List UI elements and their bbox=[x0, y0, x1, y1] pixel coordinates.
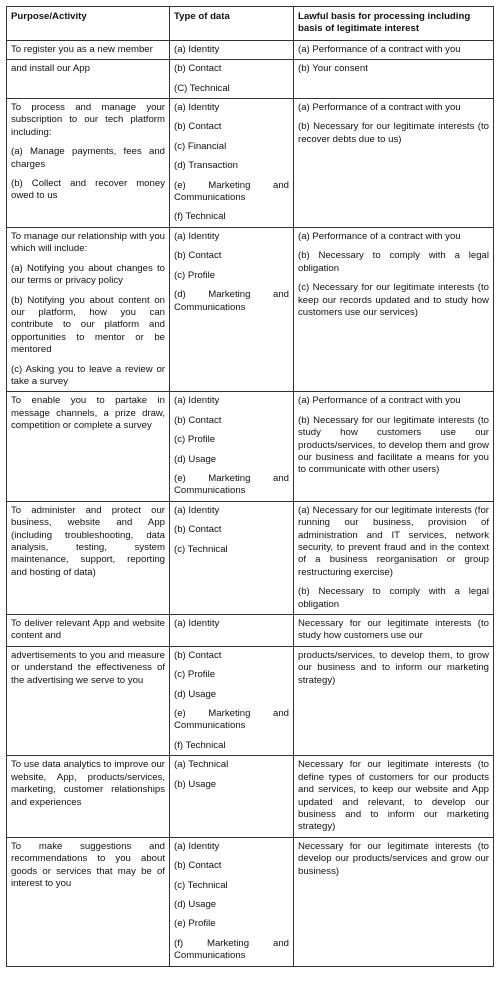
lawful-basis-text: (a) Necessary for our legitimate interests (for running our business, provision of administration and IT services, network security, to prevent fraud and in the context of a business reorganisation or group restructuring exercise) bbox=[298, 504, 489, 578]
purpose-cell bbox=[7, 99, 170, 228]
data-type-item: (c) Technical bbox=[174, 879, 228, 891]
lawful-basis-cell bbox=[294, 40, 494, 59]
data-type-cell bbox=[170, 227, 294, 391]
purpose-text: To enable you to partake in message channels, a prize draw, competition or complete a survey bbox=[11, 395, 165, 432]
data-type-item: (b) Contact bbox=[174, 414, 222, 426]
purpose-cell bbox=[7, 646, 170, 755]
data-type-item: (a) Identity bbox=[174, 102, 220, 114]
purpose-cell bbox=[7, 837, 170, 966]
header-lawful-basis: Lawful basis for processing including basis of legitimate interest bbox=[294, 7, 494, 41]
lawful-basis-cell bbox=[294, 227, 494, 391]
data-type-cell bbox=[170, 615, 294, 647]
data-type-cell bbox=[170, 60, 294, 99]
header-data-type: Type of data bbox=[170, 7, 294, 41]
data-type-item: (b) Usage bbox=[174, 778, 217, 790]
data-type-item: (d) Usage bbox=[174, 898, 217, 910]
data-type-item: (e) Marketing and Communications bbox=[174, 179, 289, 204]
data-type-item: (a) Identity bbox=[174, 618, 220, 630]
lawful-basis-text: (b) Necessary for our legitimate interests (to recover debts due to us) bbox=[298, 121, 489, 145]
lawful-basis-text: products/services, to develop them, to grow our business and to inform our marketing strategy) bbox=[298, 649, 489, 686]
lawful-basis-cell bbox=[294, 99, 494, 228]
table-row bbox=[7, 756, 494, 837]
data-type-cell bbox=[170, 756, 294, 837]
lawful-basis-cell bbox=[294, 646, 494, 755]
data-type-item: (b) Contact bbox=[174, 121, 222, 133]
purpose-text: (b) Collect and recover money owed to us bbox=[11, 178, 165, 202]
lawful-basis-cell bbox=[294, 501, 494, 614]
lawful-basis-cell bbox=[294, 392, 494, 501]
data-type-cell bbox=[170, 646, 294, 755]
data-type-item: (f) Technical bbox=[174, 739, 226, 751]
lawful-basis-text: (a) Performance of a contract with you bbox=[298, 230, 461, 242]
data-type-item: (b) Contact bbox=[174, 250, 222, 262]
data-type-item: (f) Technical bbox=[174, 211, 226, 223]
data-type-item: (a) Identity bbox=[174, 840, 220, 852]
data-type-item: (a) Technical bbox=[174, 759, 229, 771]
header-row bbox=[7, 7, 494, 41]
data-type-item: (a) Identity bbox=[174, 230, 220, 242]
purpose-text: To administer and protect our business, website and App (including troubleshooting, data analysis, testing, system maintenance, support, reporting and hosting of data) bbox=[11, 504, 165, 578]
data-type-item: (e) Marketing and Communications bbox=[174, 708, 289, 732]
lawful-basis-text: (a) Performance of a contract with you bbox=[298, 43, 461, 55]
data-type-item: (a) Identity bbox=[174, 43, 220, 55]
data-type-item: (b) Contact bbox=[174, 524, 222, 536]
purpose-cell bbox=[7, 615, 170, 647]
table-row bbox=[7, 615, 494, 647]
lawful-basis-text: Necessary for our legitimate interests (to develop our products/services and grow our business) bbox=[298, 840, 489, 877]
purpose-text: To deliver relevant App and website content and bbox=[11, 618, 165, 642]
purpose-text: (b) Notifying you about content on our platform, how you can contribute to our platform and opportunities to mentor or be mentored bbox=[11, 294, 165, 356]
purpose-text: (a) Notifying you about changes to our terms or privacy policy bbox=[11, 262, 165, 287]
data-type-item: (a) Identity bbox=[174, 395, 220, 407]
data-type-item: (e) Profile bbox=[174, 918, 216, 930]
data-type-item: (a) Identity bbox=[174, 504, 220, 516]
lawful-basis-text: (c) Necessary for our legitimate interests (to keep our records updated and to study how customers use our services) bbox=[298, 282, 489, 318]
lawful-basis-text: (b) Necessary to comply with a legal obligation bbox=[298, 250, 489, 274]
data-type-item: (c) Profile bbox=[174, 669, 216, 681]
data-type-item: (f) Marketing and Communications bbox=[174, 937, 289, 962]
purpose-cell bbox=[7, 501, 170, 614]
table-row bbox=[7, 501, 494, 614]
data-type-item: (d) Usage bbox=[174, 453, 217, 465]
lawful-basis-cell bbox=[294, 615, 494, 647]
lawful-basis-cell bbox=[294, 756, 494, 837]
data-type-item: (d) Transaction bbox=[174, 160, 238, 172]
purpose-text: To use data analytics to improve our website, App, products/services, marketing, customer relationships and experiences bbox=[11, 759, 165, 808]
purpose-text: To process and manage your subscription to our tech platform including: bbox=[11, 102, 165, 138]
data-type-item: (b) Contact bbox=[174, 860, 222, 872]
purpose-text: advertisements to you and measure or understand the effectiveness of the advertising we serve to you bbox=[11, 649, 165, 686]
lawful-basis-text: (a) Performance of a contract with you bbox=[298, 395, 461, 407]
data-type-item: (d) Marketing and Communications bbox=[174, 289, 289, 313]
table-body bbox=[7, 40, 494, 966]
purpose-text: (c) Asking you to leave a review or take a survey bbox=[11, 363, 165, 387]
table-row bbox=[7, 99, 494, 228]
data-type-item: (C) Technical bbox=[174, 82, 230, 94]
lawful-basis-cell bbox=[294, 60, 494, 99]
data-type-item: (c) Technical bbox=[174, 543, 228, 555]
lawful-basis-text: (b) Your consent bbox=[298, 63, 368, 75]
data-type-item: (d) Usage bbox=[174, 688, 217, 700]
lawful-basis-table bbox=[6, 6, 494, 967]
data-type-item: (c) Profile bbox=[174, 434, 216, 446]
lawful-basis-text: (a) Performance of a contract with you bbox=[298, 102, 461, 114]
purpose-text: To manage our relationship with you which will include: bbox=[11, 230, 165, 255]
lawful-basis-cell bbox=[294, 837, 494, 966]
data-type-item: (c) Profile bbox=[174, 269, 216, 281]
data-type-item: (b) Contact bbox=[174, 649, 222, 661]
header-purpose: Purpose/Activity bbox=[7, 7, 170, 41]
purpose-cell bbox=[7, 60, 170, 99]
table-row bbox=[7, 837, 494, 966]
data-type-cell bbox=[170, 99, 294, 228]
lawful-basis-text: Necessary for our legitimate interests (to define types of customers for our products and services, to keep our website and App updated and relevant, to develop our business and to inform our marketing strategy) bbox=[298, 759, 489, 833]
data-type-cell bbox=[170, 392, 294, 501]
purpose-text: and install our App bbox=[11, 63, 90, 75]
lawful-basis-text: (b) Necessary to comply with a legal obligation bbox=[298, 586, 489, 610]
data-type-item: (b) Contact bbox=[174, 63, 222, 75]
lawful-basis-text: Necessary for our legitimate interests (to study how customers use our bbox=[298, 618, 489, 642]
purpose-cell bbox=[7, 40, 170, 59]
lawful-basis-text: (b) Necessary for our legitimate interests (to study how customers use our products/services, to develop them and grow our business and facilitate a means for you to communicate with other users) bbox=[298, 414, 489, 476]
data-type-item: (e) Marketing and Communications bbox=[174, 472, 289, 497]
data-type-cell bbox=[170, 501, 294, 614]
data-type-item: (c) Financial bbox=[174, 140, 227, 152]
purpose-text: (a) Manage payments, fees and charges bbox=[11, 146, 165, 170]
table-row bbox=[7, 646, 494, 755]
purpose-cell bbox=[7, 756, 170, 837]
table-row bbox=[7, 392, 494, 501]
data-type-cell bbox=[170, 837, 294, 966]
purpose-cell bbox=[7, 227, 170, 391]
purpose-cell bbox=[7, 392, 170, 501]
purpose-text: To make suggestions and recommendations to you about goods or services that may be of interest to you bbox=[11, 840, 165, 889]
table-row bbox=[7, 40, 494, 59]
table-row bbox=[7, 60, 494, 99]
purpose-text: To register you as a new member bbox=[11, 43, 153, 55]
table-row bbox=[7, 227, 494, 391]
data-type-cell bbox=[170, 40, 294, 59]
